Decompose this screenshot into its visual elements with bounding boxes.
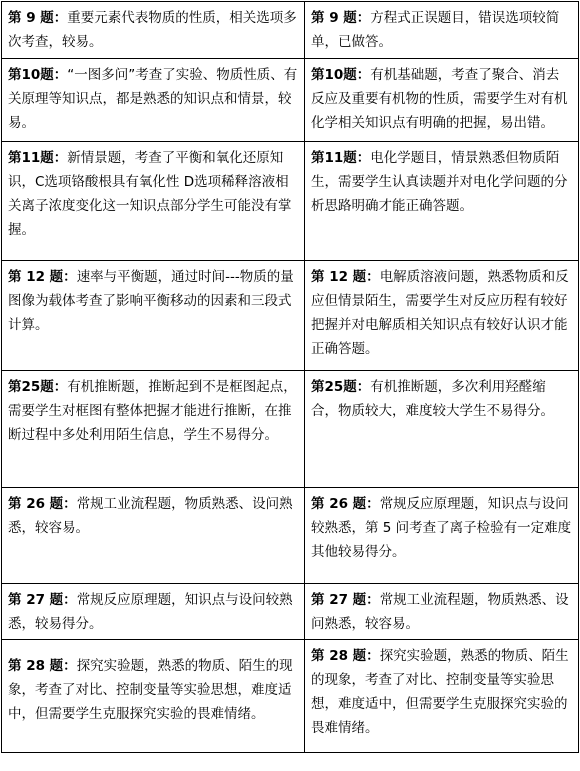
question-comment: 常规工业流程题，物质熟悉、设问熟悉，较容易。 bbox=[8, 496, 293, 536]
right-cell bbox=[305, 2, 579, 59]
question-comment: “一图多问”考查了实验、物质性质、有关原理等知识点，都是熟悉的知识点和情景，较易。 bbox=[8, 67, 298, 131]
question-label: 第 9 题： bbox=[311, 10, 371, 26]
question-label: 第 12 题： bbox=[8, 269, 77, 285]
left-cell bbox=[2, 584, 305, 640]
question-label: 第11题： bbox=[8, 150, 68, 166]
question-comment: 方程式正误题目，错误选项较简单，已做答。 bbox=[311, 10, 560, 50]
right-cell bbox=[305, 640, 579, 753]
table-row bbox=[2, 488, 579, 584]
question-label: 第 26 题： bbox=[311, 496, 380, 512]
question-comment: 速率与平衡题，通过时间---物质的量图像为载体考查了影响平衡移动的因素和三段式计算。 bbox=[8, 269, 294, 333]
right-cell bbox=[305, 261, 579, 371]
question-comment: 常规反应原理题，知识点与设问较熟悉，较易得分。 bbox=[8, 592, 293, 632]
question-label: 第 28 题： bbox=[8, 658, 77, 674]
table-row bbox=[2, 261, 579, 371]
table-row bbox=[2, 2, 579, 59]
question-comment: 常规工业流程题，物质熟悉、设问熟悉，较容易。 bbox=[311, 592, 569, 632]
table-row bbox=[2, 640, 579, 753]
question-comment: 有机推断题，多次利用羟醛缩合，物质较大，难度较大学生不易得分。 bbox=[311, 379, 554, 419]
question-comment: 新情景题，考查了平衡和氧化还原知识，C选项铬酸根具有氧化性 D选项稀释溶液相关离子浓度变化这一知识点部分学生可能没有掌握。 bbox=[8, 150, 292, 238]
question-label: 第 28 题： bbox=[311, 648, 380, 664]
left-cell bbox=[2, 142, 305, 261]
question-label: 第11题： bbox=[311, 150, 371, 166]
question-label: 第10题： bbox=[8, 67, 68, 83]
question-comment: 电解质溶液问题，熟悉物质和反应但情景陌生，需要学生对反应历程有较好把握并对电解质相关知识点有较好认识才能正确答题。 bbox=[311, 269, 569, 357]
comparison-table bbox=[1, 1, 579, 753]
question-comment: 有机基础题，考查了聚合、消去反应及重要有机物的性质，需要学生对有机化学相关知识点有明确的把握，易出错。 bbox=[311, 67, 568, 131]
right-cell bbox=[305, 584, 579, 640]
question-comment: 电化学题目，情景熟悉但物质陌生，需要学生认真读题并对电化学问题的分析思路明确才能正确答题。 bbox=[311, 150, 568, 214]
question-label: 第 27 题： bbox=[311, 592, 380, 608]
left-cell bbox=[2, 640, 305, 753]
question-comment: 有机推断题，推断起到不是框图起点，需要学生对框图有整体把握才能进行推断，在推断过程中多处利用陌生信息，学生不易得分。 bbox=[8, 379, 297, 443]
table-row bbox=[2, 584, 579, 640]
question-label: 第25题： bbox=[8, 379, 68, 395]
left-cell bbox=[2, 371, 305, 488]
question-comment: 重要元素代表物质的性质，相关选项多次考查，较易。 bbox=[8, 10, 297, 50]
right-cell bbox=[305, 59, 579, 142]
right-cell bbox=[305, 371, 579, 488]
table-row bbox=[2, 142, 579, 261]
question-label: 第 9 题： bbox=[8, 10, 68, 26]
question-comment: 常规反应原理题，知识点与设问较熟悉，第 5 问考查了离子检验有一定难度其他较易得分。 bbox=[311, 496, 572, 560]
question-comment: 探究实验题，熟悉的物质、陌生的现象，考查了对比、控制变量等实验思想，难度适中，但需要学生克服探究实验的畏难情绪。 bbox=[311, 648, 569, 736]
right-cell bbox=[305, 488, 579, 584]
question-comment: 探究实验题，熟悉的物质、陌生的现象，考查了对比、控制变量等实验思想，难度适中，但需要学生克服探究实验的畏难情绪。 bbox=[8, 658, 293, 722]
left-cell bbox=[2, 488, 305, 584]
left-cell bbox=[2, 2, 305, 59]
table-row bbox=[2, 59, 579, 142]
question-label: 第 26 题： bbox=[8, 496, 77, 512]
right-cell bbox=[305, 142, 579, 261]
question-label: 第 12 题： bbox=[311, 269, 380, 285]
table-row bbox=[2, 371, 579, 488]
question-label: 第 27 题： bbox=[8, 592, 77, 608]
left-cell bbox=[2, 261, 305, 371]
question-label: 第10题： bbox=[311, 67, 371, 83]
question-label: 第25题： bbox=[311, 379, 371, 395]
left-cell bbox=[2, 59, 305, 142]
